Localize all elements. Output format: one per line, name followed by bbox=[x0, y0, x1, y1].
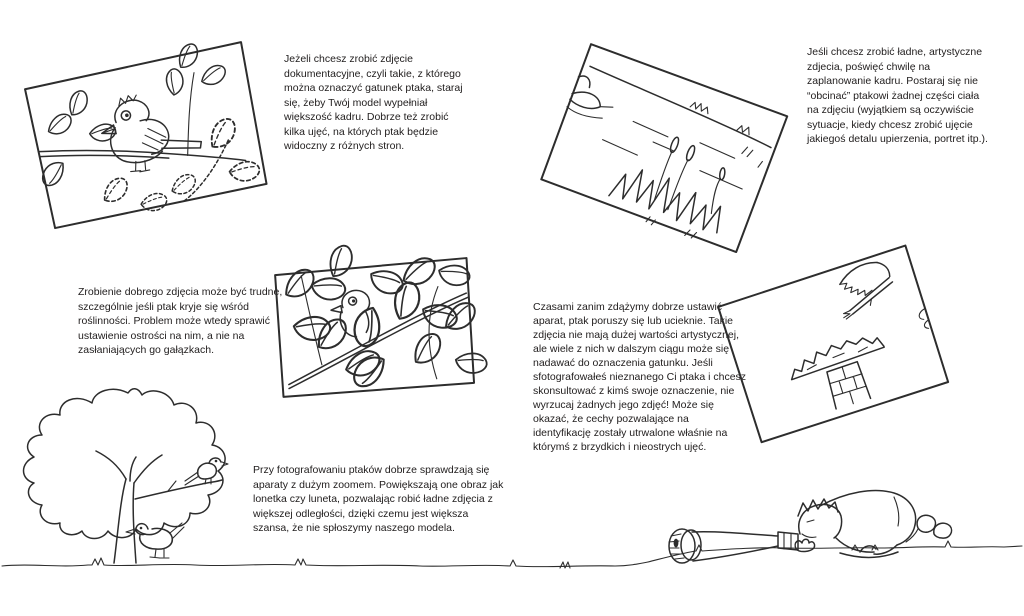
text-line: Zrobienie dobrego zdjęcia może być trudne, bbox=[78, 286, 283, 298]
text-line: skonsultować z kimś swoje oznaczenie, nie bbox=[533, 385, 735, 397]
text-line: aparaty z dużym zoomem. Powiększają one obraz jak bbox=[253, 478, 504, 491]
text-line: zasłaniających go gałązkach. bbox=[78, 344, 214, 356]
text-line: aparat, ptak poruszy się lub ucieknie. Takie bbox=[533, 315, 734, 327]
text-line: zaplanowanie kadru. Postaraj się nie bbox=[807, 75, 979, 87]
text-line: można oznaczyć gatunek ptaka, staraj bbox=[284, 82, 463, 94]
text-line: na zdjęciu (wyjątkiem są oczywiście bbox=[807, 104, 974, 116]
text-line: Czasami zanim zdążymy dobrze ustawić bbox=[533, 301, 723, 313]
text-line: kilka ujęć, na których ptak będzie bbox=[284, 125, 439, 138]
text-line: wyrzucaj żadnych jego zdjęć! Może się bbox=[533, 399, 714, 411]
text-line: którymś z brzydkich i nieostrych ujęć. bbox=[533, 441, 707, 453]
text-line: większość kadru. Dobrze też zrobić bbox=[284, 111, 449, 123]
text-line: Przy fotografowaniu ptaków dobrze sprawdzają się bbox=[253, 464, 490, 476]
text-line: identyfikację zostały utrwalone właśnie na bbox=[533, 427, 728, 439]
text-line: szczególnie jeśli ptak kryje się wśród bbox=[78, 300, 249, 313]
text-line: Jeśli chcesz zrobić ładne, artystyczne bbox=[807, 46, 983, 58]
paragraph-escaped-bird bbox=[533, 300, 746, 454]
text-line: widoczny z różnych stron. bbox=[284, 140, 405, 152]
bird-in-foliage-sketch bbox=[271, 255, 478, 400]
text-line: nadawać do oznaczenia gatunku. Jeśli bbox=[533, 357, 713, 369]
paragraph-artistic bbox=[807, 45, 988, 147]
text-line: zdjecia, poświęć chwilę na bbox=[807, 60, 931, 73]
text-line: zdjęcia nie mają dużej wartości artystycznej, bbox=[533, 329, 740, 341]
paragraph-zoom-tip bbox=[253, 463, 503, 536]
text-line: sfotografowałeś nieznanego Ci ptaka i chcesz bbox=[533, 371, 747, 383]
text-line: szansa, że nie spłoszymy naszego modela. bbox=[253, 522, 455, 534]
text-line: się, żeby Twój model wypełniał bbox=[284, 96, 428, 109]
stork-escaping-sketch bbox=[714, 242, 953, 445]
bird-on-branch-sketch bbox=[19, 38, 274, 231]
text-line: sytuacje, kiedy chcesz zrobić ujęcie bbox=[807, 118, 973, 131]
text-line: jakiegoś detalu upierzenia, portret itp.). bbox=[807, 133, 988, 145]
paragraph-hidden-bird bbox=[78, 285, 282, 358]
text-line: “obcinać” ptakowi żadnej części ciała bbox=[807, 89, 980, 102]
text-line: roślinności. Problem może wtedy sprawić bbox=[78, 315, 270, 327]
text-line: większej odległości, dzięki czemu jest większa bbox=[253, 507, 469, 520]
paragraph-documentary bbox=[284, 52, 463, 154]
pond-sketch bbox=[536, 38, 790, 255]
text-line: ale wiele z nich w dalszym ciągu może się bbox=[533, 343, 730, 355]
text-line: okazać, że cechy pozwalające na bbox=[533, 413, 689, 425]
text-line: Jeżeli chcesz zrobić zdjęcie bbox=[284, 53, 413, 65]
text-line: ustawienie ostrości na nim, a nie na bbox=[78, 329, 245, 342]
text-line: dokumentacyjne, czyli takie, z którego bbox=[284, 67, 461, 80]
text-line: lonetka czy luneta, pozwalając robić ładne zdjęcia z bbox=[253, 493, 493, 505]
boy-with-scope-sketch bbox=[650, 472, 960, 584]
